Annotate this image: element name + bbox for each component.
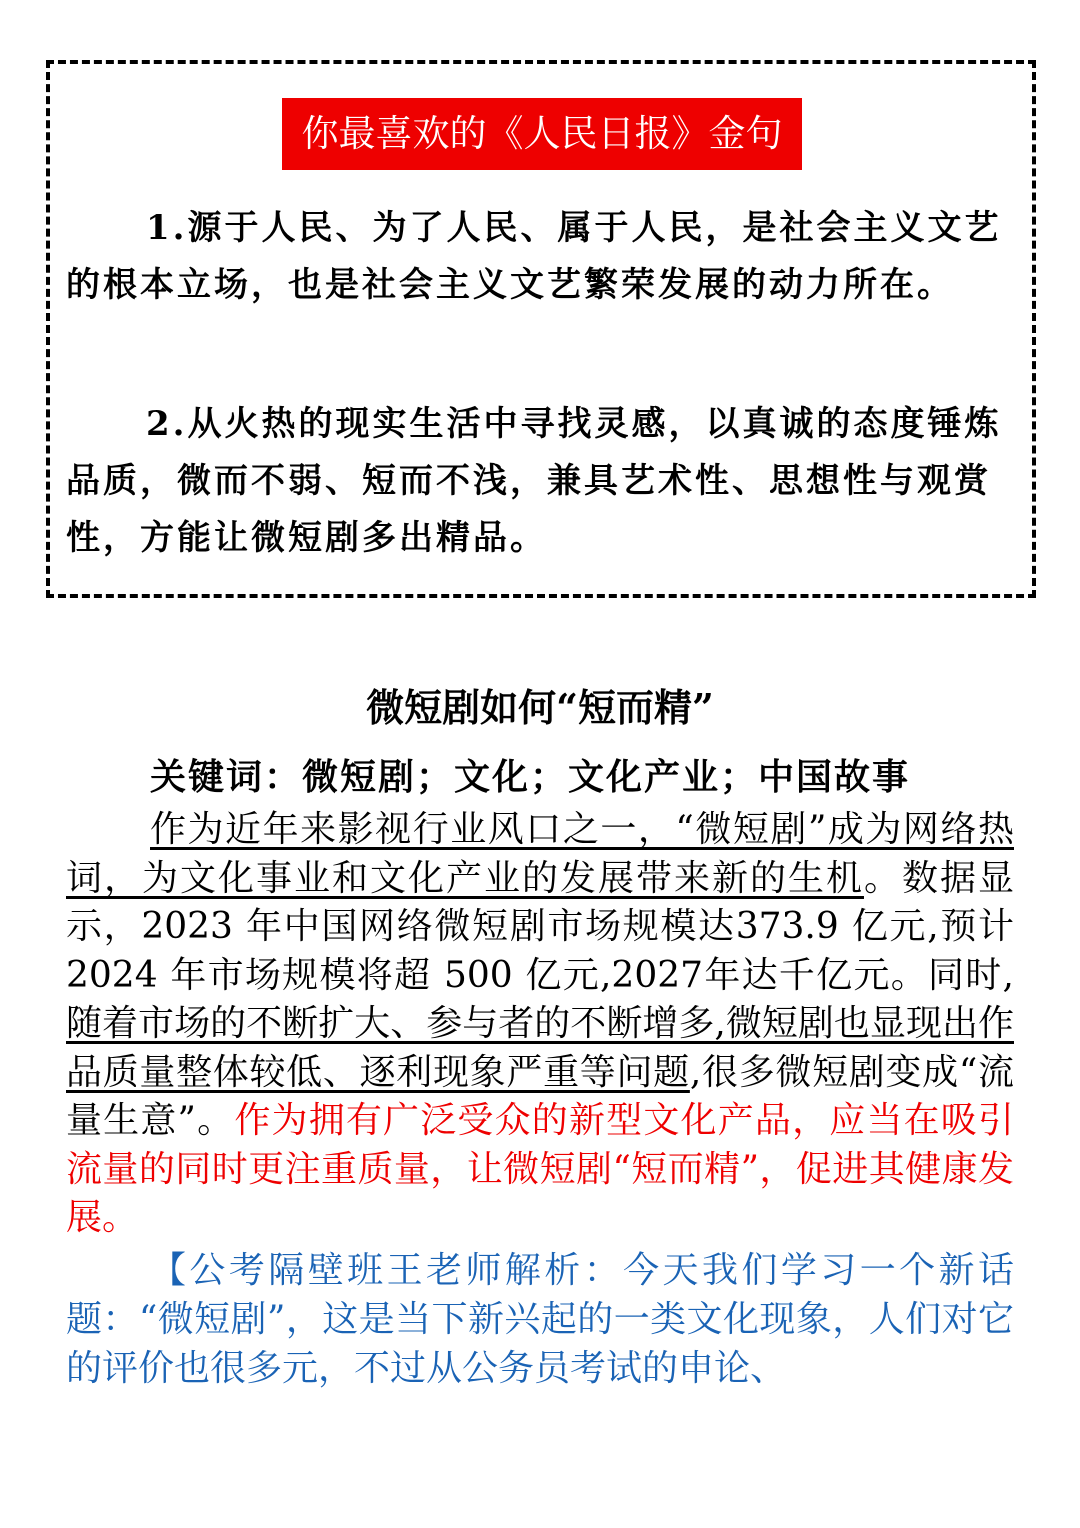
article-body [66,806,1014,1243]
quote-item-2: 2.从火热的现实生活中寻找灵感，以真诚的态度锤炼品质，微而不弱、短而不浅，兼具艺术性、思想性与观赏性，方能让微短剧多出精品。 [66,404,1002,558]
body-plain-1: 。数据显示，2023 年中国网络微短剧市场规模达373.9 亿元,预计 2024 年市场规模将超 500 亿元,2027年达千亿元。同时, [66,857,1014,996]
teacher-analysis: 【公考隔壁班王老师解析：今天我们学习一个新话题：“微短剧”，这是当下新兴起的一类文化现象，人们对它的评价也很多元，不过从公务员考试的申论、 [66,1250,1014,1389]
body-plain-2: ,很多微短剧变成“流量生意”。 [66,1051,1014,1141]
body-underlined-1: 作为近年来影视行业风口之一，“微短剧”成为网络热词，为文化事业和文化产业的发展带来新的生机 [66,809,1014,899]
quotes-banner-title: 你最喜欢的《人民日报》金句 [282,98,802,170]
quote-item-1: 1.源于人民、为了人民、属于人民，是社会主义文艺的根本立场，也是社会主义文艺繁荣发展的动力所在。 [66,208,1002,305]
article-keywords: 关键词：微短剧；文化；文化产业；中国故事 [150,756,911,798]
body-underlined-2: 随着市场的不断扩大、参与者的不断增多,微短剧也显现出作品质量整体较低、逐利现象严重等问题 [66,1003,1014,1093]
body-red-highlight: 作为拥有广泛受众的新型文化产品，应当在吸引流量的同时更注重质量，让微短剧“短而精”，促进其健康发展。 [66,1100,1014,1238]
article-title: 微短剧如何“短而精” [366,685,714,730]
